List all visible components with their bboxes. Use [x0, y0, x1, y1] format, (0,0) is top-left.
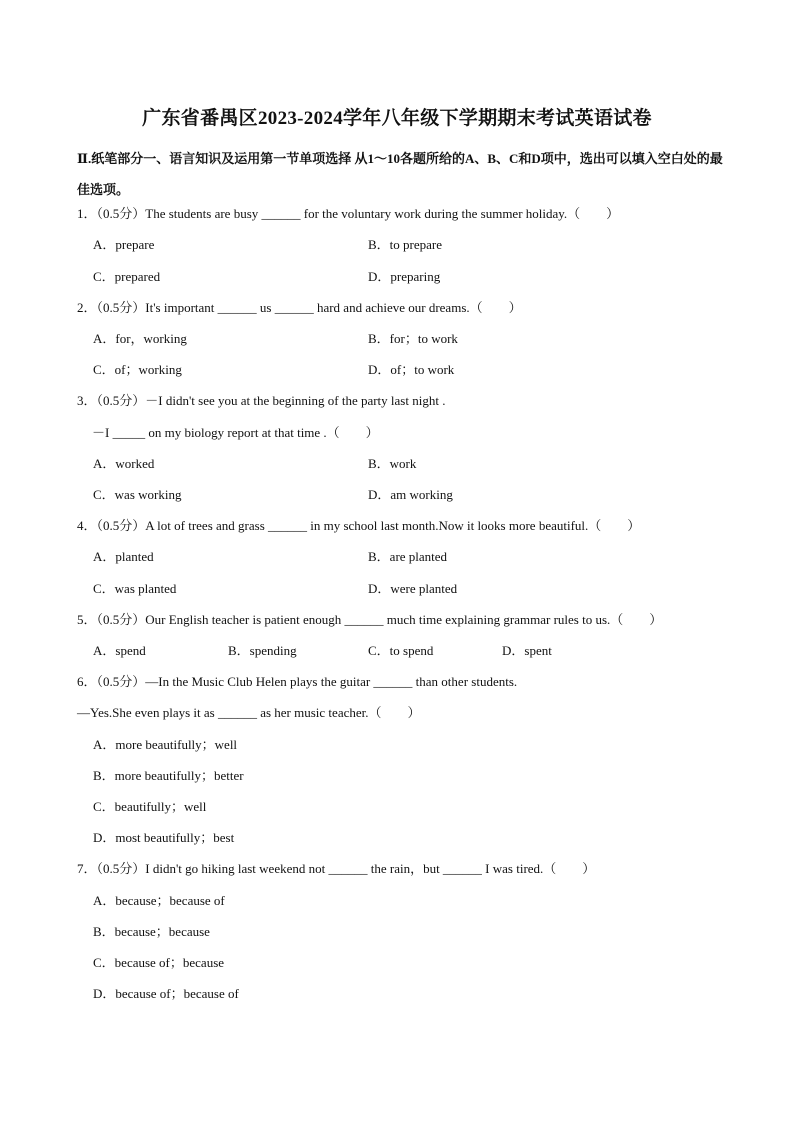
question-4-option-a: A．planted: [93, 549, 154, 564]
question-2-option-a: A．for，working: [93, 331, 187, 346]
question-5-option-c: C．to spend: [368, 643, 434, 658]
question-7-option-c: C．because of；because: [93, 955, 225, 970]
question-6-option-d: D．most beautifully；best: [93, 830, 235, 845]
question-2-option-d: D．of；to work: [368, 362, 455, 377]
question-4-option-b: B．are planted: [368, 549, 448, 564]
question-4-option-d: D．were planted: [368, 581, 458, 596]
page-title: 广东省番禺区2023-2024学年八年级下学期期末考试英语试卷: [142, 108, 652, 129]
question-5-option-a: A．spend: [93, 643, 146, 658]
question-6-stem: 6．（0.5分）—In the Music Club Helen plays the guitar ______ than other students.: [77, 674, 518, 689]
question-6-stem-reply: —Yes.She even plays it as ______ as her music teacher.（ ）: [77, 705, 421, 720]
question-6-option-b: B．more beautifully；better: [93, 768, 244, 783]
question-4-option-c: C．was planted: [93, 581, 177, 596]
question-3-option-a: A．worked: [93, 456, 155, 471]
question-6-option-a: A．more beautifully；well: [93, 737, 238, 752]
question-3-option-c: C．was working: [93, 487, 182, 502]
question-3-option-d: D．am working: [368, 487, 453, 502]
question-1-stem: 1．（0.5分）The students are busy ______ for the voluntary work during the summer holiday.（ ）: [77, 206, 620, 221]
question-2-option-b: B．for；to work: [368, 331, 458, 346]
question-3-stem: 3．（0.5分）－I didn't see you at the beginning of the party last night .: [77, 393, 446, 408]
question-1-option-a: A．prepare: [93, 237, 155, 252]
section-instructions: Ⅱ.纸笔部分一、语言知识及运用第一节单项选择 从1～10各题所给的A、B、C和D项中，选出可以填入空白处的最佳选项。: [77, 151, 723, 197]
question-4-stem: 4．（0.5分）A lot of trees and grass ______ in my school last month.Now it looks more beautiful.（ ）: [77, 518, 641, 533]
question-6-option-c: C．beautifully；well: [93, 799, 207, 814]
question-1-option-c: C．prepared: [93, 269, 161, 284]
question-2-option-c: C．of；working: [93, 362, 182, 377]
question-3-option-b: B．work: [368, 456, 417, 471]
question-7-option-d: D．because of；because of: [93, 986, 239, 1001]
question-7-option-b: B．because；because: [93, 924, 210, 939]
question-3-stem-reply: －I _____ on my biology report at that time .（ ）: [92, 425, 379, 440]
question-2-stem: 2．（0.5分）It's important ______ us ______ hard and achieve our dreams.（ ）: [77, 300, 522, 315]
question-7-stem: 7．（0.5分）I didn't go hiking last weekend not ______ the rain，but ______ I was tired.（ ）: [77, 861, 596, 876]
question-5-option-b: B．spending: [228, 643, 297, 658]
question-5-stem: 5．（0.5分）Our English teacher is patient enough ______ much time explaining grammar rules to us.（ ）: [77, 612, 663, 627]
question-1-option-b: B．to prepare: [368, 237, 443, 252]
question-7-option-a: A．because；because of: [93, 893, 225, 908]
question-5-option-d: D．spent: [502, 643, 552, 658]
question-1-option-d: D．preparing: [368, 269, 441, 284]
